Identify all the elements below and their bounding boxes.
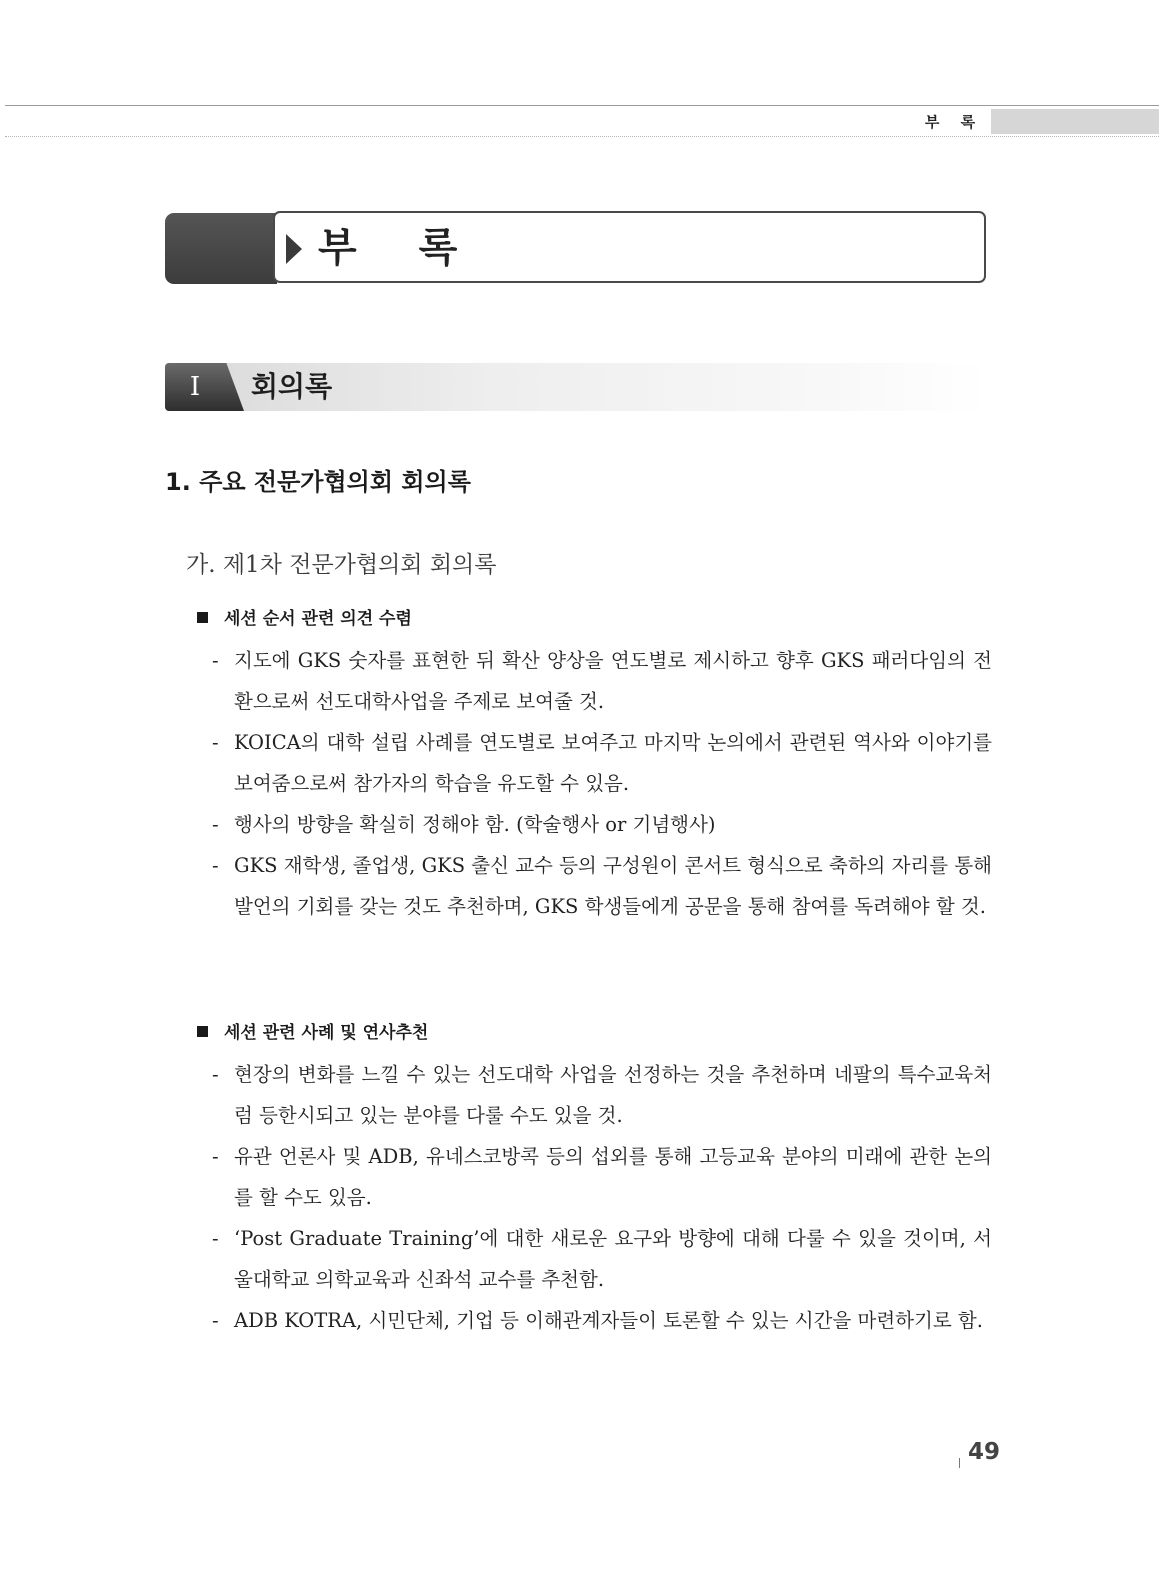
list-item: - ‘Post Graduate Training’에 대한 새로운 요구와 방향에 대해 다룰 수 있을 것이며, 서울대학교 의학교육과 신좌석 교수를 추천함. xyxy=(212,1227,992,1291)
block-item-list xyxy=(210,640,992,927)
block-heading xyxy=(197,604,412,629)
page-number: 49 xyxy=(968,1439,1001,1465)
running-header-label: 부 록 xyxy=(924,113,984,131)
square-bullet-icon xyxy=(197,1026,208,1037)
list-item-text: ADB KOTRA, 시민단체, 기업 등 이해관계자들이 토론할 수 있는 시간을 마련하기로 함. xyxy=(234,1309,983,1332)
section-number: I xyxy=(165,363,225,411)
header-dotted-rule xyxy=(5,136,1159,137)
list-item: - GKS 재학생, 졸업생, GKS 출신 교수 등의 구성원이 콘서트 형식으로 축하의 자리를 통해 발언의 기회를 갖는 것도 추천하며, GKS 학생들에게 공문을 통해 참여를 독려해야 할 것. xyxy=(212,854,992,918)
block-heading-text: 세션 관련 사례 및 연사추천 xyxy=(224,1023,429,1043)
list-item-text: 지도에 GKS 숫자를 표현한 뒤 확산 양상을 연도별로 제시하고 향후 GKS 패러다임의 전환으로써 선도대학사업을 주제로 보여줄 것. xyxy=(234,649,992,713)
heading-2: 가. 제1차 전문가협의회 회의록 xyxy=(186,552,497,578)
chapter-tab-block xyxy=(165,213,277,284)
triangle-arrow-icon xyxy=(286,234,302,264)
list-item: - 유관 언론사 및 ADB, 유네스코방콕 등의 섭외를 통해 고등교육 분야의 미래에 관한 논의를 할 수도 있음. xyxy=(212,1145,992,1209)
list-item: - 행사의 방향을 확실히 정해야 함. (학술행사 or 기념행사) xyxy=(212,813,716,836)
list-item-text: 유관 언론사 및 ADB, 유네스코방콕 등의 섭외를 통해 고등교육 분야의 미래에 관한 논의를 할 수도 있음. xyxy=(234,1145,992,1209)
list-item-text: GKS 재학생, 졸업생, GKS 출신 교수 등의 구성원이 콘서트 형식으로 축하의 자리를 통해 발언의 기회를 갖는 것도 추천하며, GKS 학생들에게 공문을 통해 참여를 독려해야 할 것. xyxy=(234,854,992,918)
block-item-list xyxy=(210,1054,992,1341)
list-item: - 지도에 GKS 숫자를 표현한 뒤 확산 양상을 연도별로 제시하고 향후 GKS 패러다임의 전환으로써 선도대학사업을 주제로 보여줄 것. xyxy=(212,649,992,713)
list-item-text: 현장의 변화를 느낄 수 있는 선도대학 사업을 선정하는 것을 추천하며 네팔의 특수교육처럼 등한시되고 있는 분야를 다룰 수도 있을 것. xyxy=(234,1063,992,1127)
list-item: - 현장의 변화를 느낄 수 있는 선도대학 사업을 선정하는 것을 추천하며 네팔의 특수교육처럼 등한시되고 있는 분야를 다룰 수도 있을 것. xyxy=(212,1063,992,1127)
square-bullet-icon xyxy=(197,612,208,623)
page-number-separator xyxy=(959,1458,960,1468)
block-heading xyxy=(197,1018,428,1043)
heading-1: 1. 주요 전문가협의회 회의록 xyxy=(165,468,471,496)
header-rule xyxy=(5,105,1159,106)
list-item-text: 행사의 방향을 확실히 정해야 함. (학술행사 or 기념행사) xyxy=(234,813,716,836)
list-item: - KOICA의 대학 설립 사례를 연도별로 보여주고 마지막 논의에서 관련된 역사와 이야기를 보여줌으로써 참가자의 학습을 유도할 수 있음. xyxy=(212,731,992,795)
section-title: 회의록 xyxy=(251,370,333,403)
list-item-text: ‘Post Graduate Training’에 대한 새로운 요구와 방향에 대해 다룰 수 있을 것이며, 서울대학교 의학교육과 신좌석 교수를 추천함. xyxy=(234,1227,992,1291)
list-item-text: KOICA의 대학 설립 사례를 연도별로 보여주고 마지막 논의에서 관련된 역사와 이야기를 보여줌으로써 참가자의 학습을 유도할 수 있음. xyxy=(234,731,992,795)
header-tab xyxy=(991,109,1159,134)
list-item: - ADB KOTRA, 시민단체, 기업 등 이해관계자들이 토론할 수 있는 시간을 마련하기로 함. xyxy=(212,1309,983,1332)
block-heading-text: 세션 순서 관련 의견 수렴 xyxy=(224,609,412,629)
chapter-title: 부 록 xyxy=(318,225,482,271)
